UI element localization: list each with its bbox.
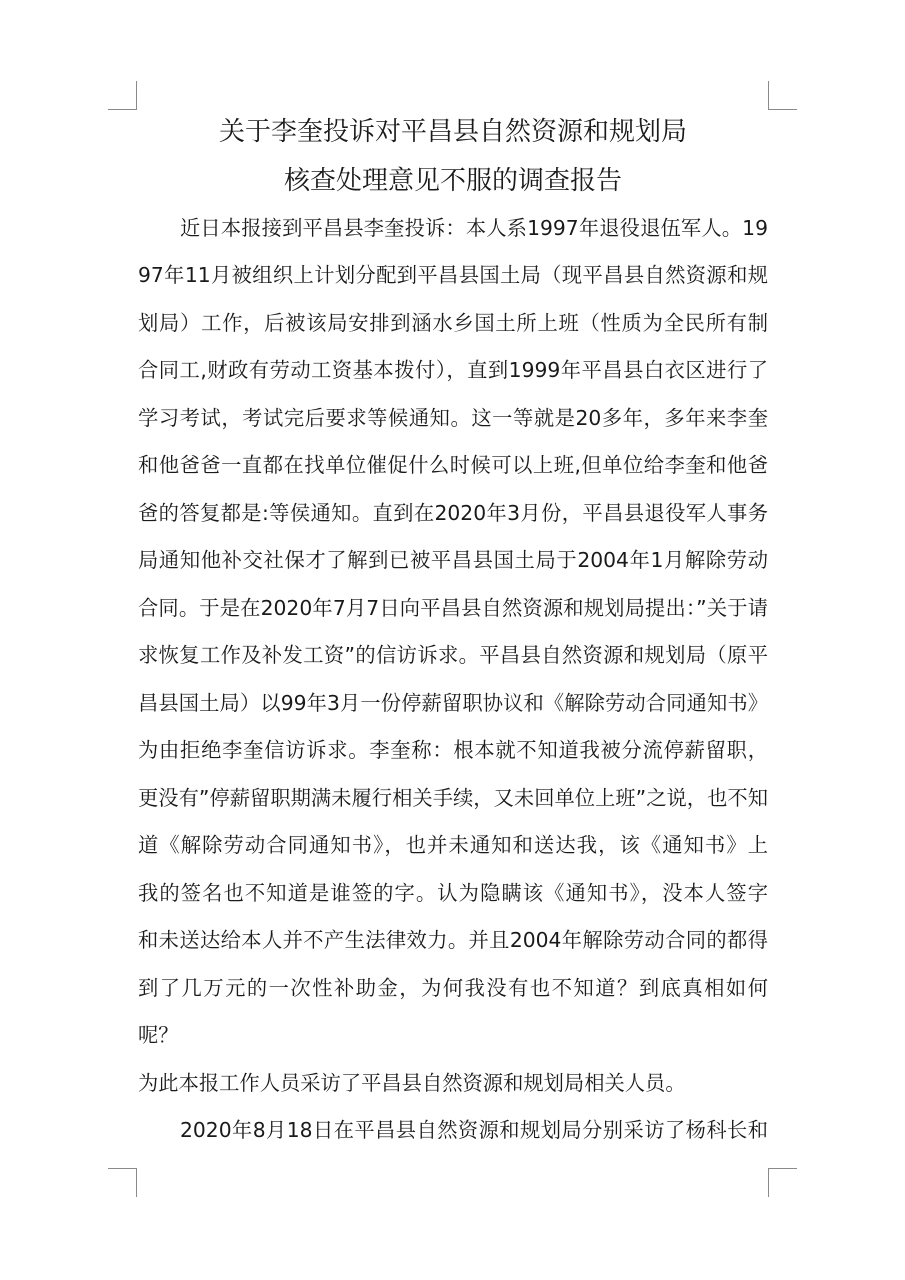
body-line: 为由拒绝李奎信访诉求。李奎称：根本就不知道我被分流停薪留职， — [138, 738, 768, 762]
body-line: 到了几万元的一次性补助金，为何我没有也不知道？到底真相如何 — [138, 976, 768, 1000]
body-line: 爸的答复都是:等侯通知。直到在2020年3月份，平昌县退役军人事务 — [138, 501, 768, 525]
crop-mark-top-left — [108, 81, 137, 110]
body-line: 局通知他补交社保才了解到已被平昌县国土局于2004年1月解除劳动 — [138, 548, 768, 572]
body-line: 更没有”停薪留职期满未履行相关手续，又未回单位上班”之说，也不知 — [138, 786, 768, 810]
body-line: 昌县国土局）以99年3月一份停薪留职协议和《解除劳动合同通知书》 — [138, 691, 768, 715]
crop-mark-top-right — [768, 81, 797, 110]
body-line: 划局）工作，后被该局安排到涵水乡国土所上班（性质为全民所有制 — [138, 311, 768, 335]
body-line: 和未送达给本人并不产生法律效力。并且2004年解除劳动合同的都得 — [138, 928, 768, 952]
body-line: 求恢复工作及补发工资”的信访诉求。平昌县自然资源和规划局（原平 — [138, 643, 768, 667]
crop-mark-bottom-left — [108, 1168, 137, 1197]
document-title-line-2: 核查处理意见不服的调查报告 — [283, 166, 622, 196]
body-line: 和他爸爸一直都在找单位催促什么时候可以上班,但单位给李奎和他爸 — [138, 453, 768, 477]
body-line: 为此本报工作人员采访了平昌县自然资源和规划局相关人员。 — [138, 1071, 686, 1095]
crop-mark-bottom-right — [768, 1168, 797, 1197]
body-line: 近日本报接到平昌县李奎投诉：本人系1997年退役退伍军人。19 — [180, 216, 768, 240]
body-line: 2020年8月18日在平昌县自然资源和规划局分别采访了杨科长和 — [180, 1118, 768, 1142]
document-title-line-1: 关于李奎投诉对平昌县自然资源和规划局 — [218, 117, 687, 147]
body-line: 我的签名也不知道是谁签的字。认为隐瞒该《通知书》，没本人签字 — [138, 881, 768, 905]
body-line: 学习考试，考试完后要求等候通知。这一等就是20多年，多年来李奎 — [138, 406, 768, 430]
body-line: 呢？ — [138, 1023, 179, 1047]
body-line: 合同。于是在2020年7月7日向平昌县自然资源和规划局提出：”关于请 — [138, 596, 768, 620]
body-line: 97年11月被组织上计划分配到平昌县国土局（现平昌县自然资源和规 — [138, 263, 768, 287]
body-line: 道《解除劳动合同通知书》，也并未通知和送达我，该《通知书》上 — [138, 833, 768, 857]
body-line: 合同工,财政有劳动工资基本拨付），直到1999年平昌县白衣区进行了 — [138, 358, 768, 382]
